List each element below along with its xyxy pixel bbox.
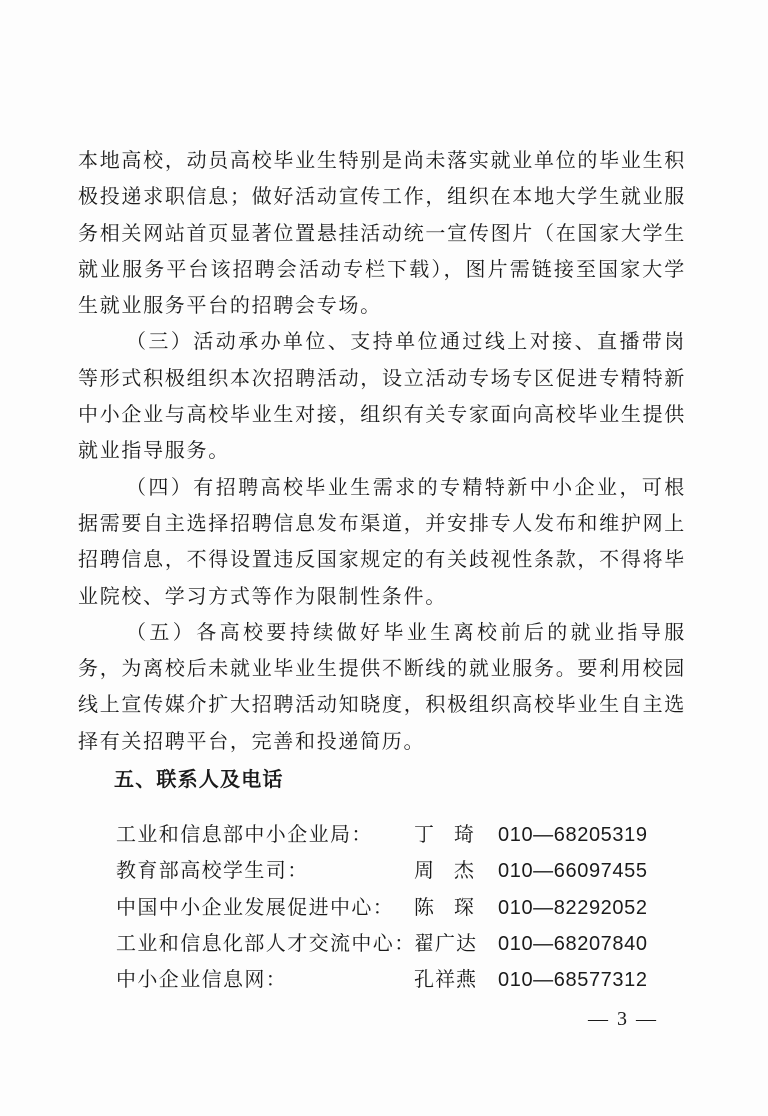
document-body xyxy=(78,142,686,797)
contact-phone: 010—68577312 xyxy=(498,969,648,992)
contact-organization: 工业和信息化部人才交流中心： xyxy=(116,930,416,955)
section-heading-contacts: 五、联系人及电话 xyxy=(114,767,284,792)
contact-person: 周 杰 xyxy=(414,858,474,883)
contact-phone: 010—82292052 xyxy=(498,896,648,919)
contact-organization: 中小企业信息网： xyxy=(116,967,288,992)
contact-row xyxy=(116,889,676,925)
contact-phone: 010—68205319 xyxy=(498,824,648,846)
contact-row xyxy=(116,961,676,997)
contact-phone: 010—66097455 xyxy=(498,860,648,883)
paragraph-item-4: （四）有招聘高校毕业生需求的专精特新中小企业，可根据需要自主选择招聘信息发布渠道，并安排专人发布和维护网上招聘信息，不得设置违反国家规定的有关歧视性条款，不得将毕业院校、学习方式等作为限制性条件。 xyxy=(78,474,686,608)
paragraph-item-5: （五）各高校要持续做好毕业生离校前后的就业指导服务，为离校后未就业毕业生提供不断线的就业服务。要利用校园线上宣传媒介扩大招聘活动知晓度，积极组织高校毕业生自主选择有关招聘平台，完善和投递简历。 xyxy=(78,619,686,753)
contact-row xyxy=(116,816,676,852)
contact-list xyxy=(116,816,676,997)
contact-person: 孔祥燕 xyxy=(414,967,477,992)
contact-row xyxy=(116,925,676,961)
page-number: — 3 — xyxy=(588,1008,658,1030)
contact-person: 丁 琦 xyxy=(414,822,474,846)
contact-person: 陈 琛 xyxy=(414,894,474,919)
contact-person: 翟广达 xyxy=(414,930,477,955)
contact-organization: 工业和信息部中小企业局： xyxy=(116,822,373,846)
contact-row xyxy=(116,852,676,888)
contact-organization: 教育部高校学生司： xyxy=(116,858,309,883)
contact-organization: 中国中小企业发展促进中心： xyxy=(116,894,395,919)
paragraph-continuation: 本地高校，动员高校毕业生特别是尚未落实就业单位的毕业生积极投递求职信息；做好活动宣传工作，组织在本地大学生就业服务相关网站首页显著位置悬挂活动统一宣传图片（在国家大学生就业服务平台该招聘会活动专栏下载），图片需链接至国家大学生就业服务平台的招聘会专场。 xyxy=(78,148,686,318)
contact-phone: 010—68207840 xyxy=(498,932,648,955)
paragraph-item-3: （三）活动承办单位、支持单位通过线上对接、直播带岗等形式积极组织本次招聘活动，设立活动专场专区促进专精特新中小企业与高校毕业生对接，组织有关专家面向高校毕业生提供就业指导服务。 xyxy=(78,329,686,463)
